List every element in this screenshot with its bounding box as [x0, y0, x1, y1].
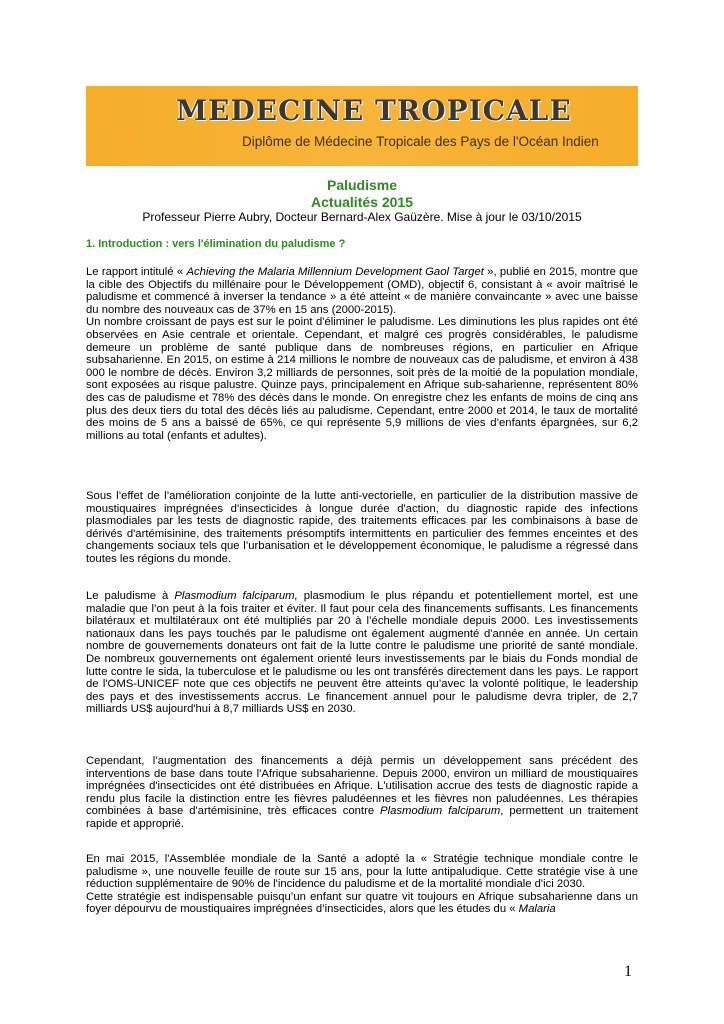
document-subtitle: Actualités 2015	[311, 194, 413, 210]
paragraph-5-part-a: En mai 2015, l'Assemblée mondiale de la Santé a adopté la « Stratégie technique mondiale contre le paludisme », une nouvelle feuille de route sur 15 ans, pour la lutte antipaludique. Cette stratégie vise à une réduction supplémentaire de 90% de l'incidence du paludisme et de la mortalité mondiale d'ici 2030.	[86, 853, 638, 891]
authors-line: Professeur Pierre Aubry, Docteur Bernard-Alex Gaüzère. Mise à jour le 03/10/2015	[142, 210, 582, 224]
paragraph-3: Le paludisme à Plasmodium falciparum, plasmodium le plus répandu et potentiellement mortel, est une maladie que l’on peut à la fois traiter et éviter. Il faut pour cela des financements suffisants. Les financements bilatéraux et multilatéraux ont été multipliés par 20 à l’échelle mondiale depuis 2000. Les investissements nationaux dans les pays touchés par le paludisme ont également augmenté d'année en année. Un certain nombre de gouvernements donateurs ont fait de la lutte contre le paludisme une priorité de santé mondiale. De nombreux gouvernements ont également orienté leurs investissements par le biais du Fonds mondial de lutte contre le sida, la tuberculose et le paludisme ou les ont transférés directement dans les pays. Le rapport de l'OMS-UNICEF note que ces objectifs ne peuvent être atteints qu’avec la volonté politique, le leadership des pays et des investissements accrus. Le financement annuel pour le paludisme devra tripler, de 2,7 milliards US$ aujourd'hui à 8,7 milliards US$ en 2030.	[86, 590, 639, 716]
paragraph-1-part-b: Un nombre croissant de pays est sur le point d'éliminer le paludisme. Les diminutions les plus rapides ont été observées en Asie centrale et orientale. Cependant, et malgré ces progrès considérables, le paludisme demeure un problème de santé publique dans de nombreuses régions, en particulier en Afrique subsaharienne. En 2015, on estime à 214 millions le nombre de nouveaux cas de paludisme, et environ à 438 000 le nombre de décès. Environ 3,2 milliards de personnes, soit près de la moitié de la population mondiale, sont exposées au risque palustre. Quinze pays, principalement en Afrique sub-saharienne, représentent 80% des cas de paludisme et 78% des décès dans le monde. On enregistre chez les enfants de moins de cinq ans plus des deux tiers du total des décès liés au paludisme. Cependant, entre 2000 et 2014, le taux de mortalité des moins de 5 ans a baissé de 65%, ce qui représente 5,9 millions de vies d’enfants épargnées, sur 6,2 millions au total (enfants et adultes).	[86, 316, 638, 442]
paragraph-5-part-b: Cette stratégie est indispensable puisqu’un enfant sur quatre vit toujours en Afrique subsaharienne dans un foyer dépourvu de moustiquaires imprégnées d’insecticides, alors que les études du « Malaria	[86, 890, 638, 916]
paragraph-4: Cependant, l’augmentation des financements a déjà permis un développement sans précédent des interventions de base dans toute l'Afrique subsaharienne. Depuis 2000, environ un milliard de moustiquaires imprégnées d'insecticides ont été distribuées en Afrique. L'utilisation accrue des tests de diagnostic rapide a rendu plus facile la distinction entre les fièvres paludéennes et les fièvres non paludéennes. Les thérapies combinées à base d'artémisinine, très efficaces contre Plasmodium falciparum, permettent un traitement rapide et approprié.	[86, 755, 638, 830]
paragraph-5	[86, 853, 638, 916]
journal-logo-title: MEDECINE TROPICALE	[176, 94, 572, 127]
document-title: Paludisme	[326, 177, 398, 193]
paragraph-2: Sous l’effet de l’amélioration conjointe de la lutte anti-vectorielle, en particulier de la distribution massive de moustiquaires imprégnées d'insecticides à longue durée d'action, du diagnostic rapide des infections plasmodiales par les tests de diagnostic rapide, des traitements efficaces par les combinaisons à base de dérivés d'artémisinine, des traitements présomptifs intermittents en particulier des femmes enceintes et des changements sociaux tels que l’urbanisation et le développement économique, le paludisme a régressé dans toutes les régions du monde.	[86, 490, 638, 565]
page-number: 1	[624, 963, 632, 980]
section-heading-introduction: 1. Introduction : vers l'élimination du paludisme ?	[86, 238, 346, 250]
journal-logo-subtitle: Diplôme de Médecine Tropicale des Pays de l'Océan Indien	[242, 134, 599, 149]
paragraph-1	[86, 266, 638, 442]
journal-banner	[86, 86, 638, 166]
paragraph-1-part-a: Le rapport intitulé « Achieving the Malaria Millennium Development Gaol Target », publié en 2015, montre que la cible des Objectifs du millénaire pour le Développement (OMD), objectif 6, consistant à « avoir maîtrisé le paludisme et commencé à inverser la tendance » a été atteint « de manière convaincante » avec une baisse du nombre des nouveaux cas de 37% en 15 ans (2000-2015).	[86, 266, 638, 316]
